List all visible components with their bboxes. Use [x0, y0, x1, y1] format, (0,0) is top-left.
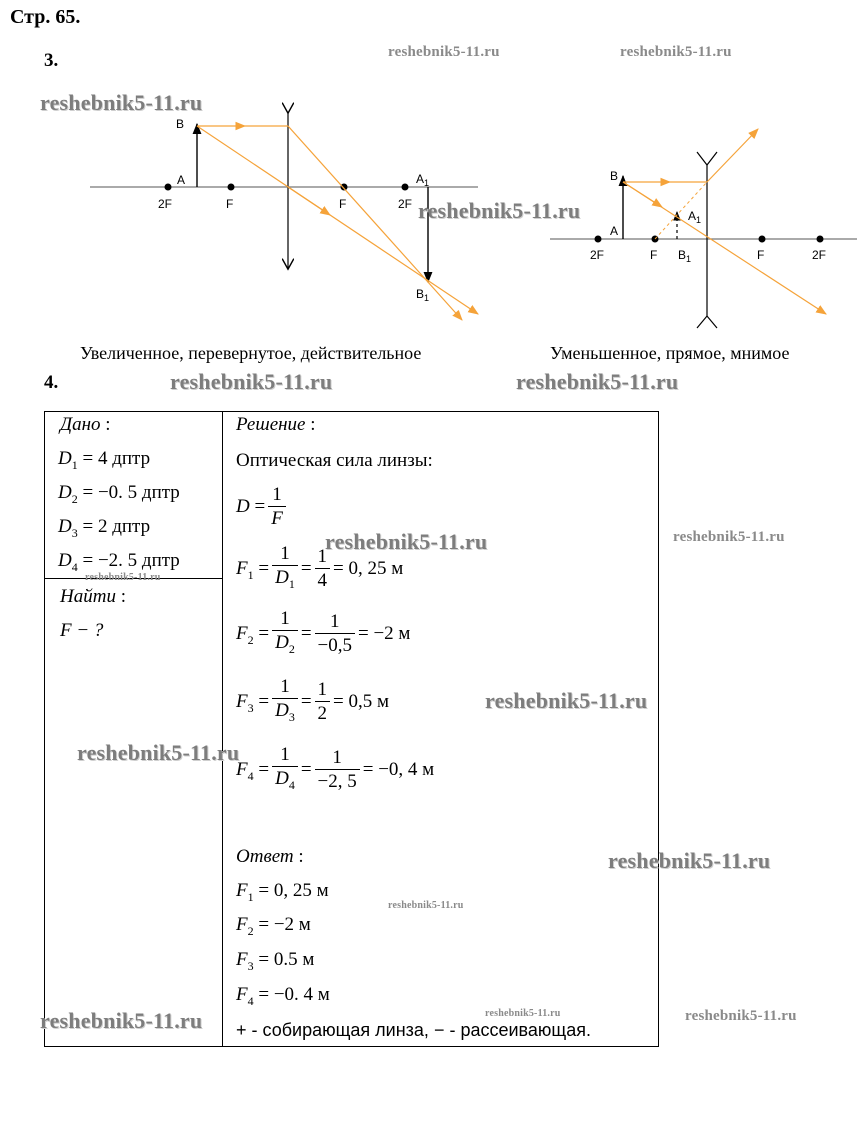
label-2f-right: 2F: [812, 248, 827, 262]
answer-item: $F_4 = -0$. 4 м: [236, 984, 330, 1008]
watermark: reshebnik5-11.ru: [485, 1008, 561, 1019]
focus-f-right: [759, 236, 766, 243]
watermark: reshebnik5-11.ru: [325, 529, 488, 554]
watermark: reshebnik5-11.ru: [685, 1008, 797, 1024]
label-b: B: [610, 169, 619, 183]
watermark: reshebnik5-11.ru: [516, 369, 679, 394]
watermark: reshebnik5-11.ru: [608, 848, 771, 873]
focus-f-right: [341, 184, 348, 191]
solution-intro: Оптическая сила линзы:: [236, 450, 433, 471]
watermark: reshebnik5-11.ru: [85, 572, 161, 583]
focus-2f-left: [165, 184, 172, 191]
ray: [288, 187, 330, 215]
table-divider-vertical: [222, 411, 223, 1047]
label-f-right: F: [757, 248, 765, 262]
watermark: reshebnik5-11.ru: [40, 90, 203, 115]
solution-step: $F_1$ = $\frac{1}{D_1}$ = $\frac{1}{4}$ = 0, 25 м: [236, 543, 404, 591]
ray-extension: [655, 182, 707, 239]
label-2f-left: 2F: [158, 197, 173, 211]
solution-step: $F_2$ = $\frac{1}{D_2}$ = $\frac{1}{-0,5}$ = −2 м: [236, 608, 411, 656]
solution-step: $F_4$ = $\frac{1}{D_4}$ = $\frac{1}{-2, 5}$ = −0, 4 м: [236, 744, 435, 792]
watermark: reshebnik5-11.ru: [620, 44, 732, 60]
given-item: $D_4 = -2$. 5 дптр: [58, 550, 180, 574]
watermark: reshebnik5-11.ru: [485, 688, 648, 713]
answer-item: $F_1 = 0$, 25 м: [236, 880, 329, 904]
lens-type-note: + - собирающая линза, − - рассеивающая.: [236, 1020, 591, 1040]
caption-right: Уменьшенное, прямое, мнимое: [550, 343, 790, 363]
label-a: A: [177, 173, 186, 187]
task4-number: 4.: [44, 372, 59, 393]
focus-f-left: [228, 184, 235, 191]
given-item: $D_2 = -0$. 5 дптр: [58, 482, 180, 506]
label-b: B: [176, 117, 185, 131]
label-f-left: F: [650, 248, 658, 262]
focus-2f-left: [595, 236, 602, 243]
label-2f-left: 2F: [590, 248, 605, 262]
watermark: reshebnik5-11.ru: [673, 529, 785, 545]
label-f-left: F: [226, 197, 234, 211]
label-2f-right: 2F: [398, 197, 413, 211]
ray: [623, 182, 662, 207]
formula-d: D = $\frac{1}{F}$: [236, 484, 289, 531]
given-item: $D_1 = 4$ дптр: [58, 448, 151, 472]
answer-header: Ответ :: [236, 846, 304, 867]
focus-2f-right: [817, 236, 824, 243]
find-header: Найти :: [60, 586, 126, 607]
solution-step: $F_3$ = $\frac{1}{D_3}$ = $\frac{1}{2}$ = 0,5 м: [236, 676, 390, 724]
answer-item: $F_2 = -2$ м: [236, 914, 311, 938]
page-title: Стр. 65.: [10, 6, 81, 28]
watermark: reshebnik5-11.ru: [40, 1008, 203, 1033]
watermark: reshebnik5-11.ru: [388, 900, 464, 911]
watermark: reshebnik5-11.ru: [77, 740, 240, 765]
given-item: $D_3 = 2$ дптр: [58, 516, 151, 540]
focus-2f-right: [402, 184, 409, 191]
watermark: reshebnik5-11.ru: [388, 44, 500, 60]
watermark: reshebnik5-11.ru: [170, 369, 333, 394]
label-b1: $B_1$: [678, 248, 692, 264]
answer-item: $F_3 = 0.5$ м: [236, 949, 315, 973]
label-b1: $B_1$: [416, 287, 430, 303]
find-value: F − ?: [60, 620, 104, 641]
label-a1: $A_1$: [688, 209, 702, 225]
label-a1: $A_1$: [416, 172, 430, 188]
label-a: A: [610, 224, 619, 238]
diverging-lens-diagram: [550, 129, 857, 328]
solution-header: Решение :: [236, 414, 316, 435]
given-header: Дано :: [60, 414, 111, 435]
task3-number: 3.: [44, 50, 59, 71]
watermark: reshebnik5-11.ru: [418, 198, 581, 223]
caption-left: Увеличенное, перевернутое, действительное: [80, 343, 422, 363]
label-f-right: F: [339, 197, 347, 211]
